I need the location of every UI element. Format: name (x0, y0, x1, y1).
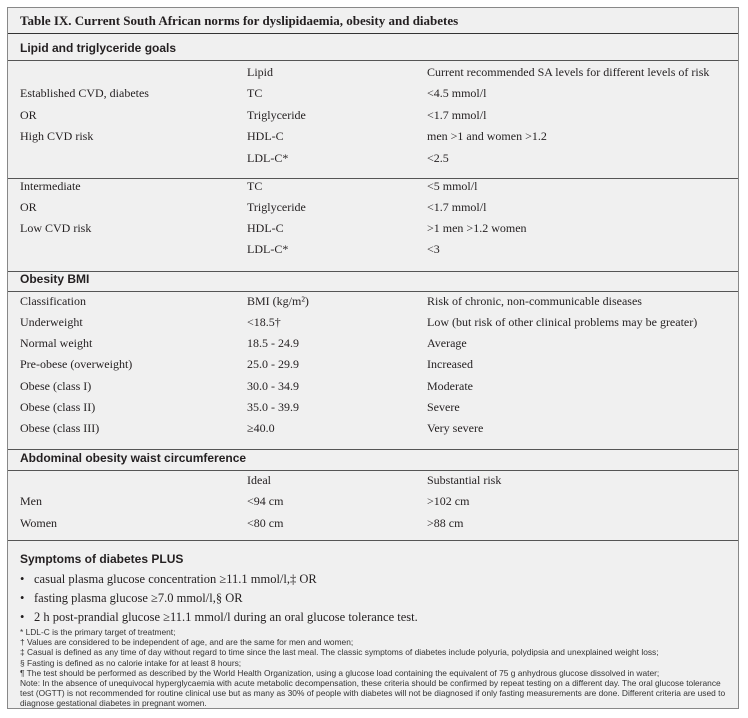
table-cell: <5 mmol/l (427, 179, 478, 193)
table-cell: OR (20, 107, 37, 122)
table-frame (7, 7, 739, 709)
table-cell: 30.0 - 34.9 (247, 378, 299, 393)
table-cell: 25.0 - 29.9 (247, 357, 299, 372)
bullet-icon: • (20, 572, 25, 586)
divider (8, 271, 738, 272)
table-cell: <4.5 mmol/l (427, 86, 487, 100)
table-cell: OR (20, 200, 37, 214)
table-cell: Low CVD risk (20, 221, 92, 235)
table-cell: Obese (class I) (20, 378, 92, 393)
table-cell: Very severe (427, 421, 484, 435)
footnote: * LDL-C is the primary target of treatment; (20, 627, 176, 637)
table-cell: High CVD risk (20, 129, 94, 143)
diabetes-title: Symptoms of diabetes PLUS (20, 552, 184, 566)
table-cell: Pre-obese (overweight) (20, 357, 133, 372)
footnote: Note: In the absence of unequivocal hyperglycaemia with acute metabolic decompensation, these criteria should be confirmed by repeat testing on a different day. The oral glucose tolerance test (OGTT) is not recommended for routine clinical use but as many as 30% of people with diabetes will not be diagnosed if only fasting measurements are done. Different criteria are used to diagnose gestational diabetes in pregnant women. (20, 678, 726, 709)
divider (8, 33, 738, 34)
waist-section-title: Abdominal obesity waist circumference (20, 451, 247, 465)
table-cell: TC (247, 86, 263, 100)
table-cell: HDL-C (247, 129, 284, 143)
list-item-text: casual plasma glucose concentration ≥11.1 mmol/l,‡ OR (34, 572, 317, 586)
table-title: Table IX. Current South African norms for dyslipidaemia, obesity and diabetes (20, 13, 459, 28)
table-cell: Lipid (247, 65, 273, 79)
divider (8, 60, 738, 61)
table-cell: men >1 and women >1.2 (427, 129, 547, 143)
table-cell: <1.7 mmol/l (427, 107, 487, 122)
table-cell: <80 cm (247, 515, 284, 530)
table-cell: Current recommended SA levels for different levels of risk (427, 65, 710, 79)
divider (8, 178, 738, 179)
list-item (20, 610, 418, 625)
table-cell: >88 cm (427, 515, 464, 530)
divider (8, 470, 738, 471)
table-cell: Triglyceride (247, 107, 306, 122)
footnotes (20, 627, 732, 709)
table-cell: Underweight (20, 315, 83, 329)
table-cell: <18.5† (247, 315, 281, 329)
footnote: ‡ Casual is defined as any time of day without regard to time since the last meal. The classic symptoms of diabetes include polyuria, polydipsia and unexplained weight loss; (20, 647, 659, 658)
table-cell: Normal weight (20, 336, 93, 351)
bullet-icon: • (20, 591, 25, 605)
table-cell: LDL-C* (247, 242, 289, 256)
table-cell: >1 men >1.2 women (427, 221, 527, 235)
table-cell: Classification (20, 294, 86, 308)
table-cell: 35.0 - 39.9 (247, 399, 299, 414)
bullet-icon: • (20, 610, 25, 624)
table-cell: Risk of chronic, non-communicable diseases (427, 294, 642, 308)
table-cell: Low (but risk of other clinical problems may be greater) (427, 315, 698, 329)
table-cell: Obese (class II) (20, 399, 96, 414)
table-cell: Triglyceride (247, 200, 306, 214)
table-cell: >102 cm (427, 494, 470, 508)
table-cell: <3 (427, 242, 440, 256)
list-item-text: 2 h post-prandial glucose ≥11.1 mmol/l during an oral glucose tolerance test. (34, 610, 418, 624)
table-cell: LDL-C* (247, 150, 289, 165)
divider (8, 449, 738, 450)
table-cell: Intermediate (20, 179, 81, 193)
table-cell: Established CVD, diabetes (20, 86, 149, 100)
table-cell: Substantial risk (427, 473, 502, 487)
table-cell: <94 cm (247, 494, 284, 508)
table-cell: Obese (class III) (20, 421, 100, 435)
footnote: § Fasting is defined as no calorie intake for at least 8 hours; (20, 657, 242, 668)
table-cell: BMI (kg/m²) (247, 294, 309, 308)
table-cell: Average (427, 336, 467, 351)
table-cell: <1.7 mmol/l (427, 200, 487, 214)
table-cell: Increased (427, 357, 473, 372)
table-cell: 18.5 - 24.9 (247, 336, 299, 351)
table-cell: Severe (427, 399, 460, 414)
lipid-section-title: Lipid and triglyceride goals (20, 41, 177, 55)
table-cell: HDL-C (247, 221, 284, 235)
divider (8, 291, 738, 292)
footnote: † Values are considered to be independent of age, and are the same for men and women; (20, 637, 354, 648)
table-cell: Moderate (427, 378, 473, 393)
table-cell: ≥40.0 (247, 421, 275, 435)
divider (8, 540, 738, 541)
table-cell: Men (20, 494, 42, 508)
list-item (20, 591, 243, 606)
table-cell: Women (20, 515, 58, 530)
list-item-text: fasting plasma glucose ≥7.0 mmol/l,§ OR (34, 591, 243, 605)
obesity-section-title: Obesity BMI (20, 272, 90, 286)
footnote: ¶ The test should be performed as described by the World Health Organization, using a glucose load containing the equivalent of 75 g anhydrous glucose dissolved in water; (20, 667, 660, 678)
table-cell: TC (247, 179, 263, 193)
table-cell: Ideal (247, 473, 271, 487)
table-cell: <2.5 (427, 150, 449, 165)
list-item (20, 572, 317, 587)
